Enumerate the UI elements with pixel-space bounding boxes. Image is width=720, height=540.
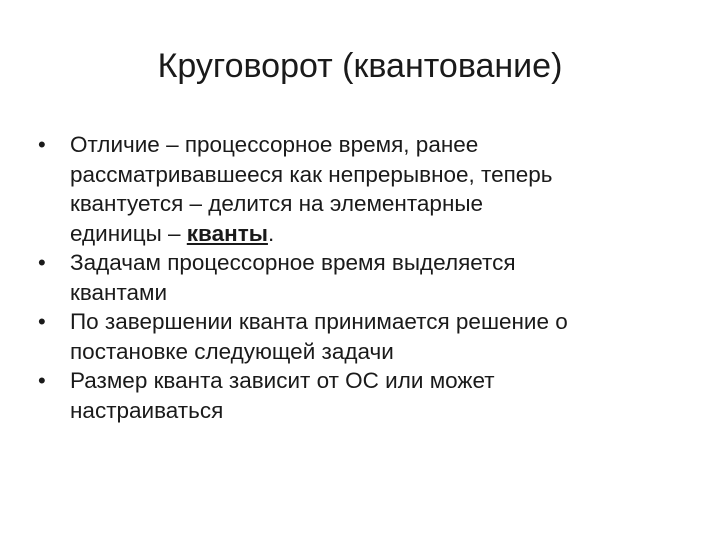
bullet-1-line-1: Отличие – процессорное время, ранее [70, 132, 479, 157]
slide-title: Круговорот (квантование) [157, 47, 563, 85]
bullet-2-line-1: Задачам процессорное время выделяется [70, 250, 516, 275]
bullet-list [34, 130, 694, 425]
bullet-1-line-3: квантуется – делится на элементарные [70, 191, 484, 216]
bullet-1-line-4-pre: единицы – [70, 220, 187, 246]
bullet-1-line-2: рассматривавшееся как непрерывное, теперь [70, 161, 553, 187]
bullet-1-line-4 [70, 219, 694, 249]
bullet-icon: • [38, 132, 46, 157]
bullet-4-line-2: настраиваться [70, 397, 224, 423]
bullet-2-line-2: квантами [70, 279, 168, 305]
bullet-icon: • [38, 250, 46, 275]
bullet-4-line-1: Размер кванта зависит от ОС или может [70, 368, 495, 393]
bullet-item-2 [34, 248, 694, 307]
emphasized-term: кванты [186, 220, 268, 246]
bullet-icon: • [38, 368, 46, 393]
bullet-3-line-2: постановке следующей задачи [70, 338, 394, 364]
bullet-3-line-1: По завершении кванта принимается решение о [70, 309, 568, 334]
bullet-1-line-4-post: . [267, 220, 275, 246]
bullet-item-3 [34, 307, 694, 366]
bullet-item-1 [34, 130, 694, 248]
bullet-icon: • [38, 309, 46, 334]
bullet-item-4 [34, 366, 694, 425]
